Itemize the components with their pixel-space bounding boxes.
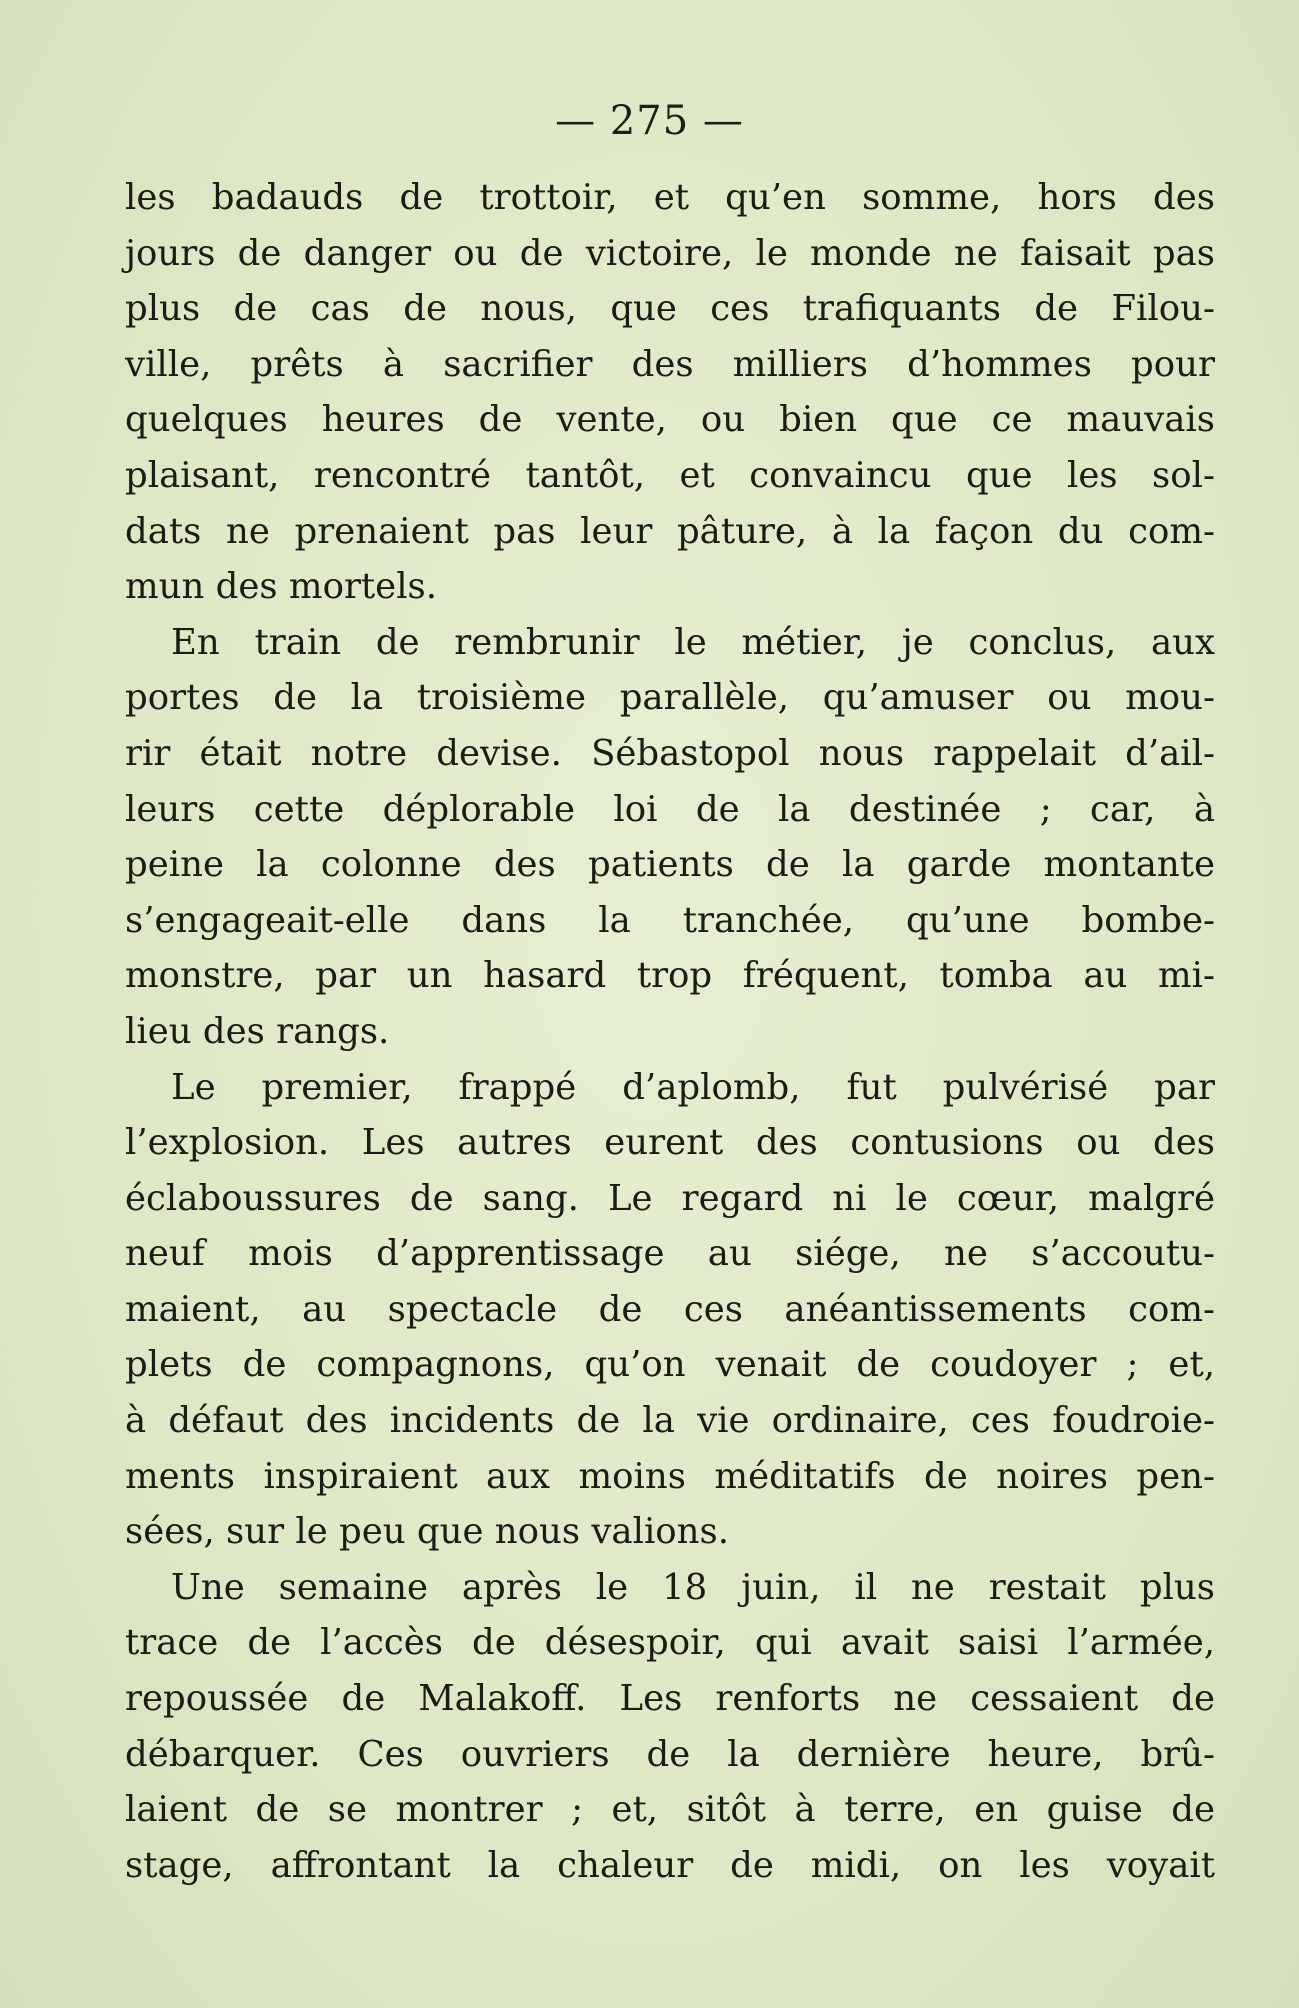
text-line: portes de la troisième parallèle, qu’amuser ou mou-: [125, 677, 1215, 719]
text-line: rir était notre devise. Sébastopol nous rappelait d’ail-: [125, 732, 1215, 774]
text-line: Une semaine après le 18 juin, il ne restait plus: [171, 1566, 1215, 1608]
paragraph-1: [125, 170, 1215, 615]
text-line: trace de l’accès de désespoir, qui avait saisi l’armée,: [125, 1622, 1215, 1664]
text-line: repoussée de Malakoff. Les renforts ne cessaient de: [125, 1678, 1215, 1720]
text-line: maient, au spectacle de ces anéantissements com-: [125, 1288, 1215, 1330]
text-line: ville, prêts à sacrifier des milliers d’hommes pour: [125, 343, 1215, 385]
text-line: lieu des rangs.: [125, 1010, 390, 1052]
text-line: l’explosion. Les autres eurent des contusions ou des: [125, 1122, 1215, 1164]
text-line: les badauds de trottoir, et qu’en somme, hors des: [125, 177, 1215, 218]
text-line: quelques heures de vente, ou bien que ce mauvais: [125, 399, 1215, 441]
text-line: plets de compagnons, qu’on venait de coudoyer ; et,: [125, 1344, 1215, 1386]
page-number: — 275 —: [555, 98, 744, 144]
text-line: ments inspiraient aux moins méditatifs de noires pen-: [125, 1455, 1215, 1497]
text-body: [125, 170, 1215, 1893]
paragraph-2: [125, 615, 1215, 1060]
text-line: mun des mortels.: [125, 566, 438, 608]
text-line: éclaboussures de sang. Le regard ni le cœur, malgré: [125, 1177, 1215, 1219]
text-line: stage, affrontant la chaleur de midi, on les voyait: [125, 1844, 1215, 1886]
paragraph-4: [125, 1560, 1215, 1894]
text-line: à défaut des incidents de la vie ordinaire, ces foudroie-: [125, 1400, 1215, 1442]
text-line: jours de danger ou de victoire, le monde ne faisait pas: [125, 232, 1215, 274]
text-line: leurs cette déplorable loi de la destinée ; car, à: [125, 788, 1215, 830]
text-line: laient de se montrer ; et, sitôt à terre, en guise de: [125, 1789, 1215, 1831]
text-line: neuf mois d’apprentissage au siége, ne s’accoutu-: [125, 1233, 1215, 1275]
text-line: monstre, par un hasard trop fréquent, tomba au mi-: [125, 955, 1215, 997]
text-line: sées, sur le peu que nous valions.: [125, 1511, 730, 1553]
text-line: débarquer. Ces ouvriers de la dernière heure, brû-: [125, 1733, 1215, 1775]
text-line: plus de cas de nous, que ces trafiquants de Filou-: [125, 288, 1215, 330]
text-line: Le premier, frappé d’aplomb, fut pulvérisé par: [171, 1066, 1215, 1108]
text-line: peine la colonne des patients de la garde montante: [125, 844, 1215, 886]
text-line: En train de rembrunir le métier, je conclus, aux: [171, 621, 1215, 663]
text-line: s’engageait-elle dans la tranchée, qu’une bombe-: [125, 899, 1215, 941]
text-line: plaisant, rencontré tantôt, et convaincu que les sol-: [125, 454, 1215, 496]
text-line: dats ne prenaient pas leur pâture, à la façon du com-: [125, 510, 1215, 552]
paragraph-3: [125, 1060, 1215, 1560]
